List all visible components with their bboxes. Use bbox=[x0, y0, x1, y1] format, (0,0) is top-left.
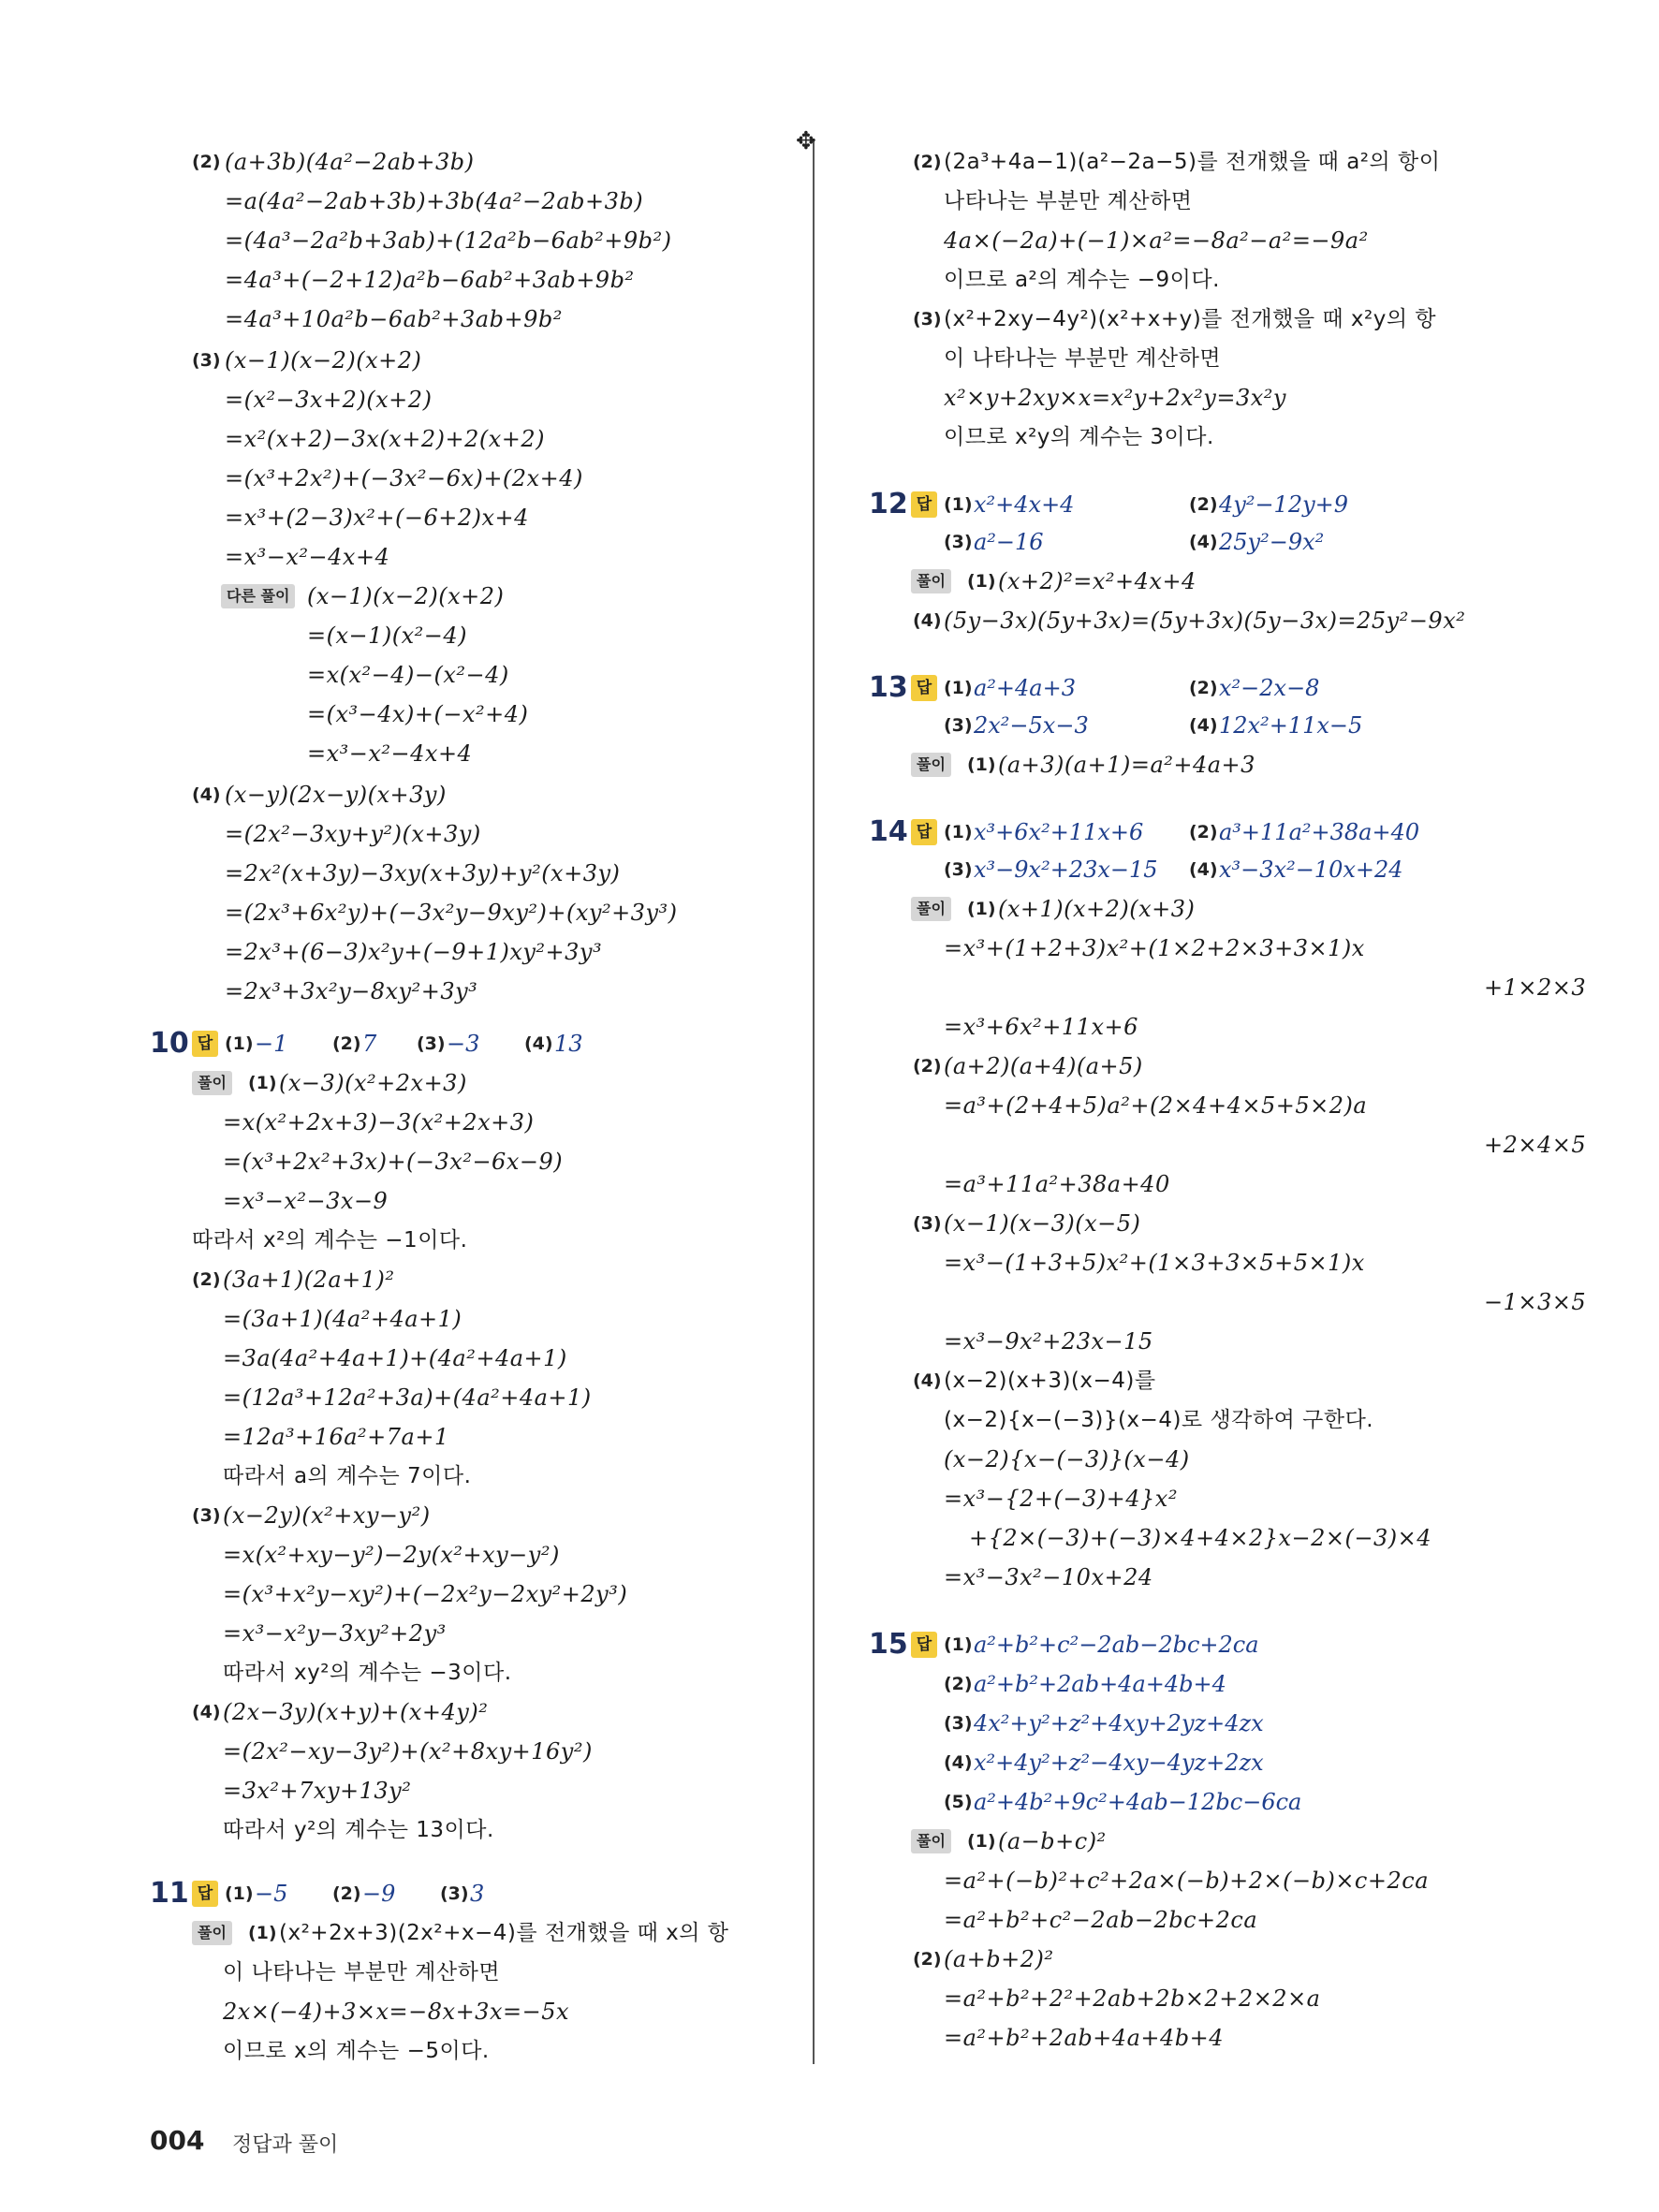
math-line: (3a+1)(2a+1)² bbox=[223, 1267, 395, 1293]
part-label: (2) bbox=[192, 152, 221, 172]
part-label: (1) bbox=[248, 1923, 277, 1943]
math-line: 4a×(−2a)+(−1)×a²=−8a²−a²=−9a² bbox=[944, 227, 1369, 254]
answer-label: (1) bbox=[944, 822, 973, 842]
math-line: (x−1)(x−2)(x+2) bbox=[307, 583, 505, 609]
text-line: 따라서 y²의 계수는 13이다. bbox=[223, 1818, 494, 1842]
answer-badge: 답 bbox=[911, 819, 937, 845]
answer-label: (1) bbox=[225, 1883, 254, 1904]
question-number: 13 bbox=[869, 671, 908, 704]
footer-title: 정답과 풀이 bbox=[232, 2133, 339, 2157]
text-line: (x−2){x−(−3)}(x−4)로 생각하여 구한다. bbox=[944, 1408, 1374, 1432]
math-line: =x³−{2+(−3)+4}x² bbox=[944, 1486, 1178, 1512]
answer-badge: 답 bbox=[192, 1031, 218, 1057]
answer-label: (4) bbox=[944, 1752, 973, 1773]
answer-label: (1) bbox=[944, 1634, 973, 1655]
part-label: (3) bbox=[192, 1505, 221, 1526]
math-line: =(2x²−xy−3y²)+(x²+8xy+16y²) bbox=[223, 1738, 593, 1765]
math-line: =(x³+2x²+3x)+(−3x²−6x−9) bbox=[223, 1149, 564, 1175]
part-label: (1) bbox=[248, 1073, 277, 1093]
math-line: (x−1)(x−2)(x+2) bbox=[225, 347, 422, 374]
answer-value: −3 bbox=[447, 1031, 480, 1057]
part-label: (2) bbox=[913, 152, 942, 172]
math-line: =(4a³−2a²b+3ab)+(12a²b−6ab²+9b²) bbox=[225, 227, 672, 254]
answer-value: −5 bbox=[255, 1881, 288, 1907]
math-line: =x³−x²−4x+4 bbox=[307, 740, 473, 767]
math-line: =(x³+2x²)+(−3x²−6x)+(2x+4) bbox=[225, 465, 583, 491]
divider-ornament-icon: ✥ bbox=[796, 127, 816, 155]
math-line: +{2×(−3)+(−3)×4+4×2}x−2×(−3)×4 bbox=[969, 1525, 1431, 1551]
answer-label: (2) bbox=[1189, 494, 1218, 515]
math-line: =2x³+3x²y−8xy²+3y³ bbox=[225, 978, 478, 1004]
solution-badge: 풀이 bbox=[911, 897, 951, 921]
answer-label: (4) bbox=[1189, 715, 1218, 736]
answer-value: 3 bbox=[470, 1881, 485, 1907]
math-line: (x−1)(x−3)(x−5) bbox=[944, 1210, 1141, 1237]
answer-label: (3) bbox=[944, 532, 973, 552]
math-line: (a+3b)(4a²−2ab+3b) bbox=[225, 149, 475, 175]
solution-badge: 풀이 bbox=[192, 1921, 232, 1945]
math-line: (x−2y)(x²+xy−y²) bbox=[223, 1502, 431, 1529]
answer-label: (2) bbox=[1189, 678, 1218, 698]
part-label: (3) bbox=[913, 1213, 942, 1234]
answer-value: a²+b²+2ab+4a+4b+4 bbox=[974, 1671, 1226, 1697]
answer-label: (1) bbox=[944, 494, 973, 515]
math-line: −1×3×5 bbox=[1484, 1289, 1587, 1315]
math-line: +1×2×3 bbox=[1484, 974, 1587, 1001]
answer-value: 2x²−5x−3 bbox=[974, 712, 1089, 739]
answer-value: 7 bbox=[362, 1031, 377, 1057]
math-line: =x(x²−4)−(x²−4) bbox=[307, 662, 509, 688]
answer-value: a²−16 bbox=[974, 529, 1044, 555]
answer-value: 13 bbox=[554, 1031, 583, 1057]
math-line: =a²+b²+2ab+4a+4b+4 bbox=[944, 2025, 1224, 2051]
answer-label: (1) bbox=[225, 1033, 254, 1054]
math-line: (a+3)(a+1)=a²+4a+3 bbox=[998, 752, 1255, 778]
math-line: =(x³−4x)+(−x²+4) bbox=[307, 701, 529, 727]
text-line: (x²+2x+3)(2x²+x−4)를 전개했을 때 x의 항 bbox=[279, 1921, 729, 1945]
math-line: (x+2)²=x²+4x+4 bbox=[998, 568, 1197, 594]
answer-label: (5) bbox=[944, 1792, 973, 1812]
part-label: (4) bbox=[913, 1370, 942, 1391]
math-line: (x−3)(x²+2x+3) bbox=[279, 1070, 467, 1096]
answer-value: a²+b²+c²−2ab−2bc+2ca bbox=[974, 1632, 1259, 1658]
column-divider bbox=[813, 140, 815, 2064]
text-line: (x²+2xy−4y²)(x²+x+y)를 전개했을 때 x²y의 항 bbox=[944, 307, 1437, 331]
math-line: =a²+b²+2²+2ab+2b×2+2×2×a bbox=[944, 1985, 1321, 2012]
answer-value: −1 bbox=[255, 1031, 288, 1057]
solution-badge: 풀이 bbox=[192, 1071, 232, 1095]
math-line: (2x−3y)(x+y)+(x+4y)² bbox=[223, 1699, 489, 1725]
math-line: =x³−3x²−10x+24 bbox=[944, 1564, 1153, 1590]
text-line: (2a³+4a−1)(a²−2a−5)를 전개했을 때 a²의 항이 bbox=[944, 150, 1441, 174]
math-line: =2x²(x+3y)−3xy(x+3y)+y²(x+3y) bbox=[225, 860, 621, 886]
part-label: (4) bbox=[192, 784, 221, 805]
math-line: =a(4a²−2ab+3b)+3b(4a²−2ab+3b) bbox=[225, 188, 644, 214]
math-line: =x³−(1+3+5)x²+(1×3+3×5+5×1)x bbox=[944, 1250, 1365, 1276]
page-number: 004 bbox=[150, 2125, 205, 2156]
answer-label: (4) bbox=[1189, 532, 1218, 552]
math-line: (a+2)(a+4)(a+5) bbox=[944, 1053, 1143, 1079]
math-line: =a³+11a²+38a+40 bbox=[944, 1171, 1170, 1197]
answer-label: (3) bbox=[944, 1713, 973, 1734]
part-label: (4) bbox=[913, 610, 942, 631]
math-line: 2x×(−4)+3×x=−8x+3x=−5x bbox=[223, 1999, 570, 2025]
solution-badge: 풀이 bbox=[911, 753, 951, 777]
text-line: (x−2)(x+3)(x−4)를 bbox=[944, 1369, 1156, 1393]
part-label: (1) bbox=[967, 1831, 996, 1852]
part-label: (4) bbox=[192, 1702, 221, 1722]
answer-label: (4) bbox=[524, 1033, 553, 1054]
answer-label: (1) bbox=[944, 678, 973, 698]
question-number: 11 bbox=[150, 1877, 189, 1910]
math-line: =x³−x²y−3xy²+2y³ bbox=[223, 1620, 447, 1647]
math-line: (5y−3x)(5y+3x)=(5y+3x)(5y−3x)=25y²−9x² bbox=[944, 608, 1466, 634]
math-line: =4a³+10a²b−6ab²+3ab+9b² bbox=[225, 306, 563, 332]
answer-badge: 답 bbox=[911, 675, 937, 701]
solution-badge: 풀이 bbox=[911, 569, 951, 593]
answer-label: (2) bbox=[332, 1883, 361, 1904]
math-line: =4a³+(−2+12)a²b−6ab²+3ab+9b² bbox=[225, 267, 635, 293]
part-label: (3) bbox=[913, 309, 942, 330]
answer-label: (3) bbox=[944, 859, 973, 880]
math-line: =3a(4a²+4a+1)+(4a²+4a+1) bbox=[223, 1345, 567, 1371]
answer-value: 4x²+y²+z²+4xy+2yz+4zx bbox=[974, 1710, 1264, 1736]
text-line: 따라서 x²의 계수는 −1이다. bbox=[192, 1228, 468, 1252]
math-line: =a²+b²+c²−2ab−2bc+2ca bbox=[944, 1907, 1258, 1933]
answer-value: x²+4y²+z²−4xy−4yz+2zx bbox=[974, 1750, 1264, 1776]
answer-badge: 답 bbox=[911, 1632, 937, 1658]
answer-label: (2) bbox=[332, 1033, 361, 1054]
math-line: =(2x²−3xy+y²)(x+3y) bbox=[225, 821, 481, 847]
math-line: =a²+(−b)²+c²+2a×(−b)+2×(−b)×c+2ca bbox=[944, 1868, 1430, 1894]
math-line: =x³+(2−3)x²+(−6+2)x+4 bbox=[225, 505, 529, 531]
math-line: =x³−x²−4x+4 bbox=[225, 544, 390, 570]
part-label: (1) bbox=[967, 571, 996, 592]
text-line: 나타나는 부분만 계산하면 bbox=[944, 189, 1193, 213]
math-line: =a³+(2+4+5)a²+(2×4+4×5+5×2)a bbox=[944, 1092, 1368, 1119]
math-line: =x³+6x²+11x+6 bbox=[944, 1014, 1138, 1040]
math-line: (x−2){x−(−3)}(x−4) bbox=[944, 1446, 1190, 1472]
solution-badge: 풀이 bbox=[911, 1829, 951, 1853]
math-line: =12a³+16a²+7a+1 bbox=[223, 1424, 449, 1450]
answer-value: a²+4a+3 bbox=[974, 675, 1076, 701]
answer-value: −9 bbox=[362, 1881, 396, 1907]
answer-label: (3) bbox=[440, 1883, 469, 1904]
math-line: (x−y)(2x−y)(x+3y) bbox=[225, 782, 447, 808]
math-line: =(2x³+6x²y)+(−3x²y−9xy²)+(xy²+3y³) bbox=[225, 900, 678, 926]
math-line: =(3a+1)(4a²+4a+1) bbox=[223, 1306, 462, 1332]
part-label: (1) bbox=[967, 899, 996, 919]
math-line: =x(x²+xy−y²)−2y(x²+xy−y²) bbox=[223, 1542, 560, 1568]
text-line: 이 나타나는 부분만 계산하면 bbox=[944, 346, 1222, 371]
text-line: 이 나타나는 부분만 계산하면 bbox=[223, 1960, 501, 1985]
part-label: (2) bbox=[913, 1949, 942, 1970]
answer-badge: 답 bbox=[911, 491, 937, 518]
question-number: 15 bbox=[869, 1628, 908, 1661]
answer-value: x²−2x−8 bbox=[1219, 675, 1320, 701]
alt-solution-badge: 다른 풀이 bbox=[221, 584, 295, 608]
math-line: =x(x²+2x+3)−3(x²+2x+3) bbox=[223, 1109, 535, 1135]
text-line: 이므로 x의 계수는 −5이다. bbox=[223, 2039, 490, 2063]
answer-value: x²+4x+4 bbox=[974, 491, 1075, 518]
math-line: (a−b+c)² bbox=[998, 1828, 1107, 1854]
answer-badge: 답 bbox=[192, 1881, 218, 1907]
question-number: 14 bbox=[869, 815, 908, 848]
math-line: =(x−1)(x²−4) bbox=[307, 623, 468, 649]
math-line: =x³−x²−3x−9 bbox=[223, 1188, 389, 1214]
math-line: =x²(x+2)−3x(x+2)+2(x+2) bbox=[225, 426, 545, 452]
answer-value: a³+11a²+38a+40 bbox=[1219, 819, 1420, 845]
math-line: =(x²−3x+2)(x+2) bbox=[225, 387, 433, 413]
math-line: =(x³+x²y−xy²)+(−2x²y−2xy²+2y³) bbox=[223, 1581, 628, 1607]
part-label: (2) bbox=[913, 1056, 942, 1077]
answer-value: x³−3x²−10x+24 bbox=[1219, 857, 1403, 883]
answer-label: (2) bbox=[1189, 822, 1218, 842]
text-line: 이므로 x²y의 계수는 3이다. bbox=[944, 425, 1214, 449]
answer-value: a²+4b²+9c²+4ab−12bc−6ca bbox=[974, 1789, 1302, 1815]
math-line: =x³+(1+2+3)x²+(1×2+2×3+3×1)x bbox=[944, 935, 1365, 961]
answer-value: x³+6x²+11x+6 bbox=[974, 819, 1144, 845]
part-label: (3) bbox=[192, 350, 221, 371]
part-label: (2) bbox=[192, 1269, 221, 1290]
answer-value: 4y²−12y+9 bbox=[1219, 491, 1349, 518]
math-line: (x+1)(x+2)(x+3) bbox=[998, 896, 1196, 922]
question-number: 12 bbox=[869, 488, 908, 520]
math-line: =x³−9x²+23x−15 bbox=[944, 1328, 1153, 1355]
answer-value: x³−9x²+23x−15 bbox=[974, 857, 1158, 883]
answer-label: (2) bbox=[944, 1674, 973, 1694]
math-line: +2×4×5 bbox=[1484, 1132, 1587, 1158]
answer-value: 12x²+11x−5 bbox=[1219, 712, 1363, 739]
math-line: (a+b+2)² bbox=[944, 1946, 1054, 1972]
answer-value: 25y²−9x² bbox=[1219, 529, 1325, 555]
answer-label: (3) bbox=[944, 715, 973, 736]
math-line: =(12a³+12a²+3a)+(4a²+4a+1) bbox=[223, 1384, 592, 1411]
math-line: =2x³+(6−3)x²y+(−9+1)xy²+3y³ bbox=[225, 939, 603, 965]
text-line: 따라서 xy²의 계수는 −3이다. bbox=[223, 1661, 512, 1685]
math-line: =3x²+7xy+13y² bbox=[223, 1778, 412, 1804]
text-line: 이므로 a²의 계수는 −9이다. bbox=[944, 268, 1220, 292]
part-label: (1) bbox=[967, 754, 996, 775]
text-line: 따라서 a의 계수는 7이다. bbox=[223, 1464, 472, 1488]
math-line: x²×y+2xy×x=x²y+2x²y=3x²y bbox=[944, 385, 1286, 411]
answer-label: (4) bbox=[1189, 859, 1218, 880]
answer-label: (3) bbox=[417, 1033, 446, 1054]
question-number: 10 bbox=[150, 1027, 189, 1060]
